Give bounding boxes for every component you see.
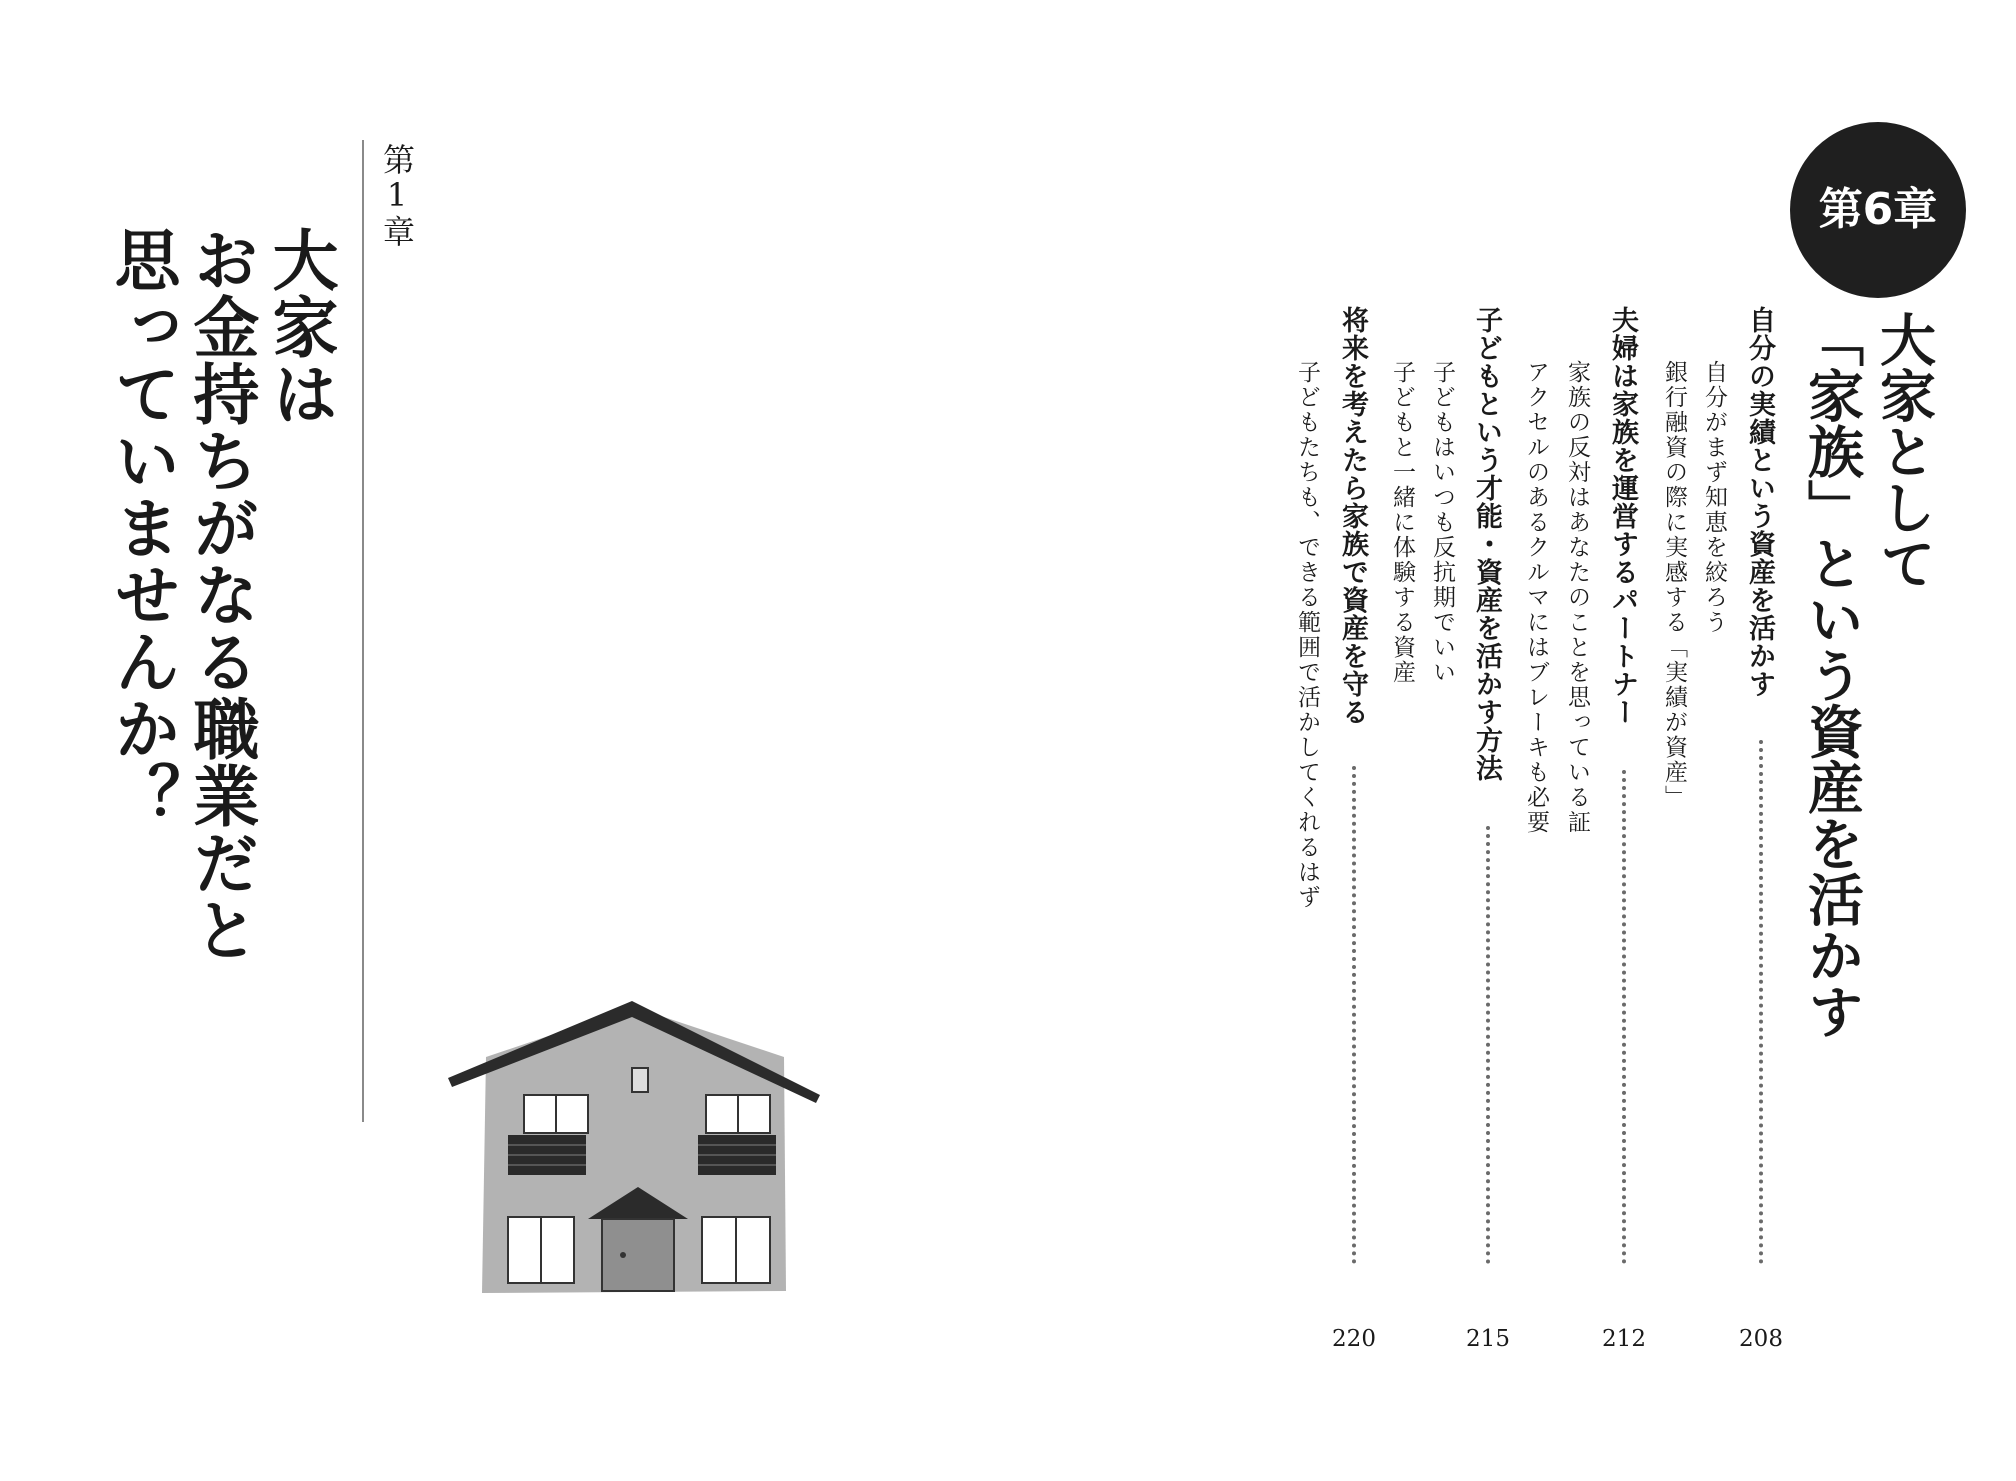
lower-window-left xyxy=(508,1217,574,1283)
toc-page-number: 212 xyxy=(1602,1326,1646,1352)
door-knob xyxy=(620,1252,626,1258)
toc-leader-dots xyxy=(1622,770,1626,1264)
attic-vent xyxy=(632,1068,648,1092)
balcony-right xyxy=(698,1135,776,1175)
chapter-badge-label: 第6章 xyxy=(1818,184,1938,235)
chapter-title-line-2: お金持ちがなる職業だと xyxy=(182,226,259,963)
toc-entry-title: 子どもという才能・資産を活かす方法 xyxy=(1471,306,1502,782)
contents-title-line-1: 大家として xyxy=(1871,311,1936,591)
balcony-left xyxy=(508,1135,586,1175)
toc-subitem: 子どもと一緒に体験する資産 xyxy=(1389,360,1415,685)
toc-entry-title: 自分の実績という資産を活かす xyxy=(1744,306,1775,698)
toc-subitem: 子どもたちも、できる範囲で活かしてくれるはず xyxy=(1294,360,1320,910)
toc-page-number: 220 xyxy=(1332,1326,1376,1352)
toc-entry-title: 夫婦は家族を運営するパートナー xyxy=(1607,306,1638,726)
toc-leader-dots xyxy=(1352,766,1356,1264)
chapter-divider-rule xyxy=(362,140,364,1122)
front-door xyxy=(602,1219,674,1291)
chapter-badge xyxy=(1790,122,1966,298)
toc-entry[interactable] xyxy=(1737,306,1785,1352)
chapter-title-line-3: 思っていませんか？ xyxy=(103,226,180,829)
toc-subitem: 自分がまず知恵を絞ろう xyxy=(1701,360,1727,635)
toc-entry[interactable] xyxy=(1464,306,1512,1352)
toc-subitem: 家族の反対はあなたのことを思っている証 xyxy=(1564,360,1590,835)
toc-leader-dots xyxy=(1486,826,1490,1264)
toc-subitem: 子どもはいつも反抗期でいい xyxy=(1429,360,1455,685)
toc-entry[interactable] xyxy=(1600,306,1648,1352)
toc-entry[interactable] xyxy=(1330,306,1378,1352)
toc-subitem: アクセルのあるクルマにはブレーキも必要 xyxy=(1523,360,1549,835)
toc-leader-dots xyxy=(1759,740,1763,1264)
toc-subitem: 銀行融資の際に実感する「実績が資産」 xyxy=(1661,360,1687,810)
lower-window-right xyxy=(702,1217,770,1283)
chapter-title-line-1: 大家は xyxy=(261,226,338,427)
toc-page-number: 208 xyxy=(1739,1326,1783,1352)
upper-window-left xyxy=(524,1095,588,1133)
house-illustration xyxy=(446,995,824,1297)
chapter-label: 第1章 xyxy=(378,143,416,248)
contents-title-line-2: 「家族」という資産を活かす xyxy=(1799,311,1864,1039)
toc-page-number: 215 xyxy=(1466,1326,1510,1352)
upper-window-right xyxy=(706,1095,770,1133)
toc-entry-title: 将来を考えたら家族で資産を守る xyxy=(1337,306,1368,726)
